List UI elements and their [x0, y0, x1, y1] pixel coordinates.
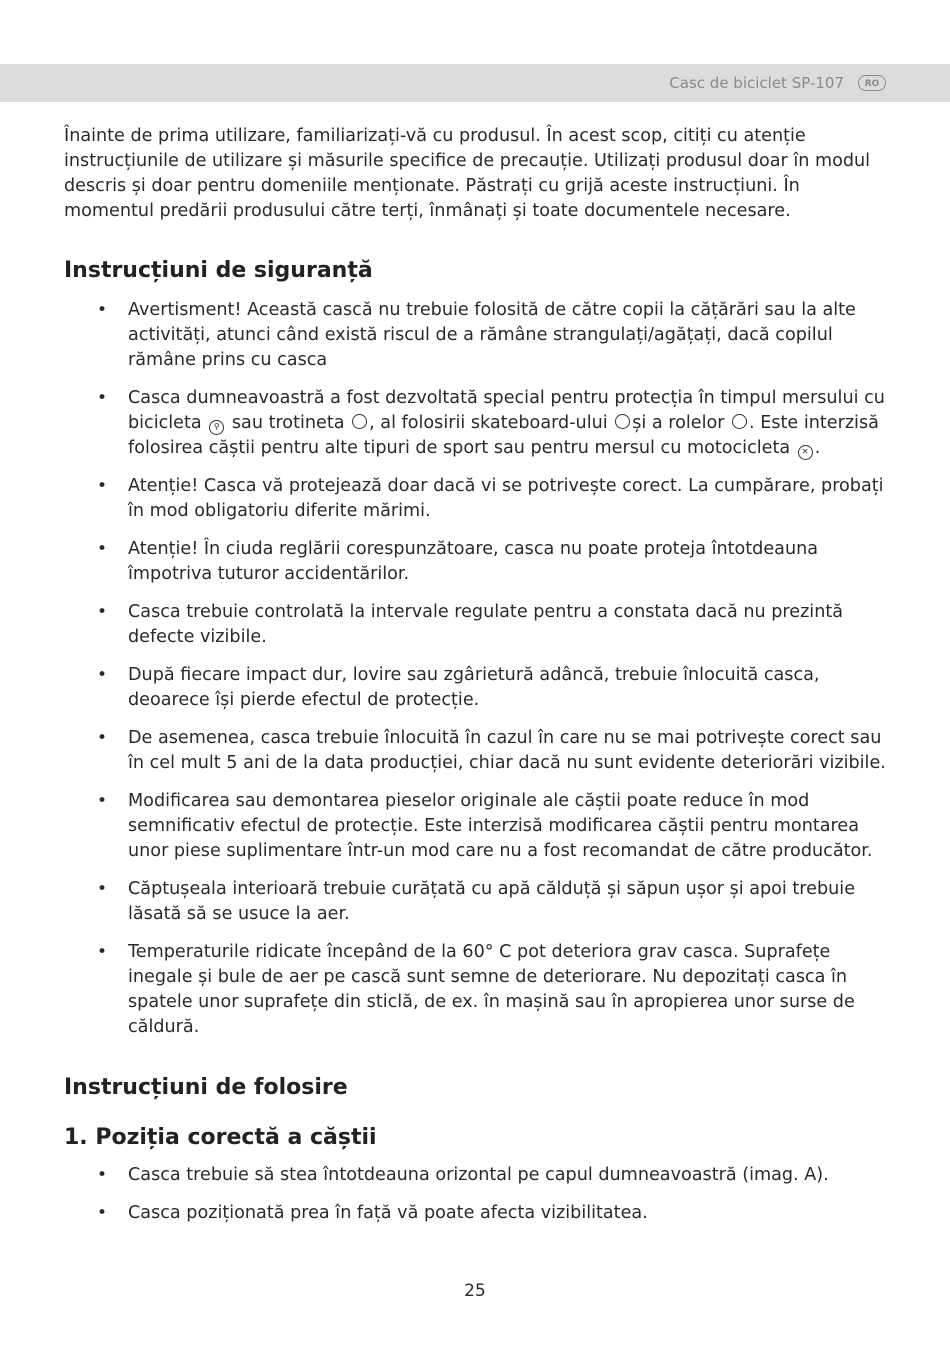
list-item: • Casca trebuie să stea întotdeauna orizontal pe capul dumneavoastră (imag. A). — [97, 1165, 829, 1185]
list-item: • Atenție! Casca vă protejează doar dacă vi se potrivește corect. La cumpărare, probați în mod obligatoriu diferite mărimi. — [97, 476, 884, 521]
list-item-text-b: sau trotineta — [231, 413, 345, 433]
header-bar — [0, 64, 950, 102]
list-item-text: De asemenea, casca trebuie înlocuită în cazul în care nu se mai potrivește corect sau în cel mult 5 ani de la data producției, chiar dacă nu sunt evidente deteriorări vizibile. — [128, 728, 886, 773]
skateboard-icon — [615, 414, 630, 429]
list-item-text-c: , al folosirii skateboard-ului — [369, 413, 608, 433]
motorcycle-prohibited-icon: ✕ — [798, 445, 813, 460]
page-number: 25 — [464, 1281, 486, 1301]
list-item: • Atenție! În ciuda reglării corespunzătoare, casca nu poate proteja întotdeauna împotriva tuturor accidentărilor. — [97, 539, 819, 584]
safety-list — [64, 298, 886, 1040]
usage-heading: Instrucțiuni de folosire — [64, 1075, 348, 1100]
scooter-icon — [352, 414, 367, 429]
usage-list — [64, 1163, 886, 1226]
list-item: • Modificarea sau demontarea pieselor originale ale căștii poate reduce în mod semnificativ efectul de protecție. Este interzisă modificarea căștii pentru montarea unor piese suplimentare într-un mod care nu a fost recomandat de către producător. — [97, 791, 873, 861]
header-title: Casc de biciclet SP-107 — [669, 74, 844, 92]
list-item-text: Modificarea sau demontarea pieselor originale ale căștii poate reduce în mod semnificativ efectul de protecție. Este interzisă modificarea căștii pentru montarea unor piese suplimentare într-un mod care nu a fost recomandat de către producător. — [128, 791, 873, 861]
page-content — [64, 124, 886, 1226]
list-item: • Casca trebuie controlată la intervale regulate pentru a constata dacă nu prezintă defecte vizibile. — [97, 602, 844, 647]
list-item-text-a: Casca dumneavoastră a fost dezvoltată special pentru protecția în timpul mersului cu bicicleta — [128, 388, 885, 433]
bicycle-icon: ⚲ — [209, 420, 224, 435]
list-item-text: Temperaturile ridicate începând de la 60° C pot deteriora grav casca. Suprafețe inegale și bule de aer pe cască sunt semne de deteriorare. Nu depozitați casca în spatele unor suprafețe din sticlă, de ex. în mașină sau în apropierea unor surse de căldură. — [128, 942, 855, 1037]
list-item: • Căptușeala interioară trebuie curățată cu apă călduță și săpun ușor și apoi trebuie lăsată să se usuce la aer. — [97, 879, 856, 924]
list-item: • De asemenea, casca trebuie înlocuită în cazul în care nu se mai potrivește corect sau în cel mult 5 ani de la data producției, chiar dacă nu sunt evidente deteriorări vizibile. — [97, 728, 886, 773]
list-item-text: Atenție! Casca vă protejează doar dacă vi se potrivește corect. La cumpărare, probați în mod obligatoriu diferite mărimi. — [128, 476, 884, 521]
list-item: • Casca dumneavoastră a fost dezvoltată special pentru protecția în timpul mersului cu bicicleta ⚲ sau trotineta , al folosirii skateboard-ului și a rolelor . Este interzisă folosirea căștii pentru alte tipuri de sport sau pentru mersul cu motocicleta ✕ . — [97, 388, 885, 458]
list-item-text: Avertisment! Această cască nu trebuie folosită de către copii la cățărări sau la alte activități, atunci când există riscul de a rămâne strangulați/agățați, dacă copilul rămâne prins cu casca — [128, 300, 856, 370]
list-item-text: Atenție! În ciuda reglării corespunzătoare, casca nu poate proteja întotdeauna împotriva tuturor accidentărilor. — [128, 539, 819, 584]
usage-subheading: 1. Poziția corectă a căștii — [64, 1125, 377, 1150]
list-item-text: După fiecare impact dur, lovire sau zgârietură adâncă, trebuie înlocuită casca, deoarece își pierde efectul de protecție. — [128, 665, 820, 710]
list-item-text: Casca poziționată prea în față vă poate afecta vizibilitatea. — [128, 1203, 648, 1223]
list-item-text: Casca trebuie să stea întotdeauna orizontal pe capul dumneavoastră (imag. A). — [128, 1165, 829, 1185]
list-item-text-f: . — [814, 438, 821, 458]
intro-paragraph: Înainte de prima utilizare, familiarizați-vă cu produsul. În acest scop, citiți cu atenție instrucțiunile de utilizare și măsurile specifice de precauție. Utilizați produsul doar în modul descris și doar pentru domeniile menționate. Păstrați cu grijă aceste instrucțiuni. În momentul predării produsului către terți, înmânați și toate documentele necesare. — [64, 126, 871, 221]
rollerskate-icon — [732, 414, 747, 429]
list-item-text: Casca trebuie controlată la intervale regulate pentru a constata dacă nu prezintă defecte vizibile. — [128, 602, 844, 647]
list-item: • După fiecare impact dur, lovire sau zgârietură adâncă, trebuie înlocuită casca, deoarece își pierde efectul de protecție. — [97, 665, 820, 710]
list-item-text-e: . Este interzisă folosirea căștii pentru alte tipuri de sport sau pentru mersul cu motocicleta — [128, 413, 879, 458]
list-item-text-d: și a rolelor — [632, 413, 725, 433]
safety-heading: Instrucțiuni de siguranță — [64, 258, 373, 283]
list-item: • Avertisment! Această cască nu trebuie folosită de către copii la cățărări sau la alte activități, atunci când există riscul de a rămâne strangulați/agățați, dacă copilul rămâne prins cu casca — [97, 300, 856, 370]
list-item-text: Căptușeala interioară trebuie curățată cu apă călduță și săpun ușor și apoi trebuie lăsată să se usuce la aer. — [128, 879, 856, 924]
language-badge: RO — [858, 75, 886, 91]
list-item: • Casca poziționată prea în față vă poate afecta vizibilitatea. — [97, 1203, 648, 1223]
list-item: • Temperaturile ridicate începând de la 60° C pot deteriora grav casca. Suprafețe inegale și bule de aer pe cască sunt semne de deteriorare. Nu depozitați casca în spatele unor suprafețe din sticlă, de ex. în mașină sau în apropierea unor surse de căldură. — [97, 942, 855, 1037]
